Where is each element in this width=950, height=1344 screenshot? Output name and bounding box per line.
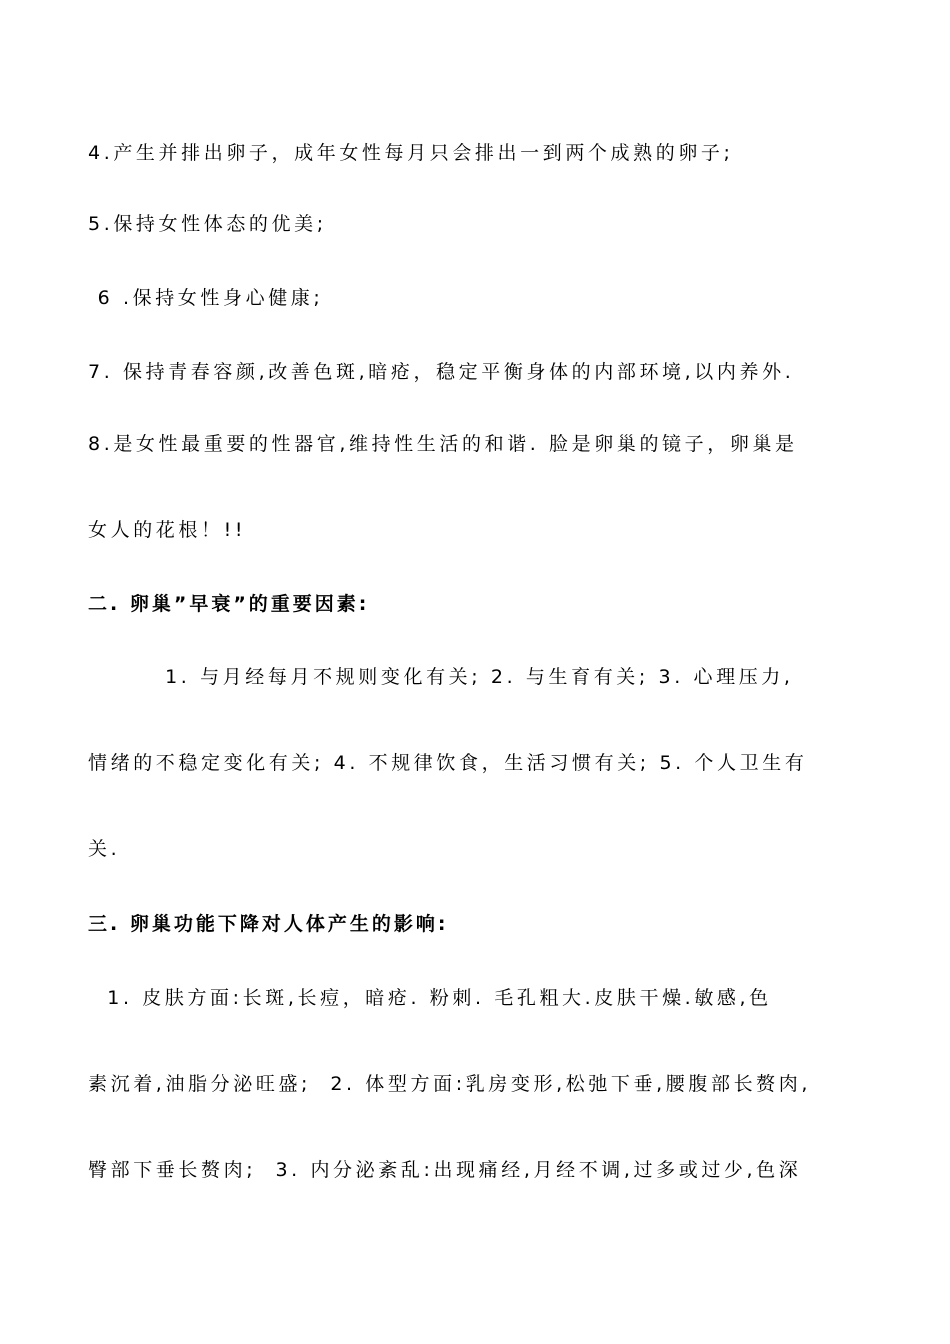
paragraph-line: 关.	[88, 838, 121, 860]
paragraph-line: 臀部下垂长赘肉; 3. 内分泌紊乱:出现痛经,月经不调,过多或过少,色深	[88, 1159, 802, 1181]
list-item-8-continued: 女人的花根！!!	[88, 519, 247, 541]
section-heading-2: 二. 卵巢”早衰”的重要因素:	[88, 593, 370, 615]
list-item-5: 5.保持女性体态的优美;	[88, 213, 327, 235]
section-heading-3: 三. 卵巢功能下降对人体产生的影响:	[88, 913, 449, 935]
paragraph-line: 1. 与月经每月不规则变化有关; 2. 与生育有关; 3. 心理压力,	[88, 666, 794, 688]
list-item-8: 8.是女性最重要的性器官,维持性生活的和谐. 脸是卵巢的镜子，卵巢是	[88, 433, 798, 455]
paragraph-line: 1. 皮肤方面:长斑,长痘，暗疮. 粉刺. 毛孔粗大.皮肤干燥.敏感,色	[88, 987, 772, 1009]
paragraph-line: 素沉着,油脂分泌旺盛; 2. 体型方面:乳房变形,松弛下垂,腰腹部长赘肉,	[88, 1073, 812, 1095]
list-item-7: 7. 保持青春容颜,改善色斑,暗疮，稳定平衡身体的内部环境,以内养外.	[88, 361, 795, 383]
list-item-4: 4.产生并排出卵子，成年女性每月只会排出一到两个成熟的卵子;	[88, 142, 734, 164]
paragraph-line: 情绪的不稳定变化有关; 4. 不规律饮食，生活习惯有关; 5. 个人卫生有	[88, 752, 808, 774]
list-item-6: 6 .保持女性身心健康;	[88, 287, 324, 309]
